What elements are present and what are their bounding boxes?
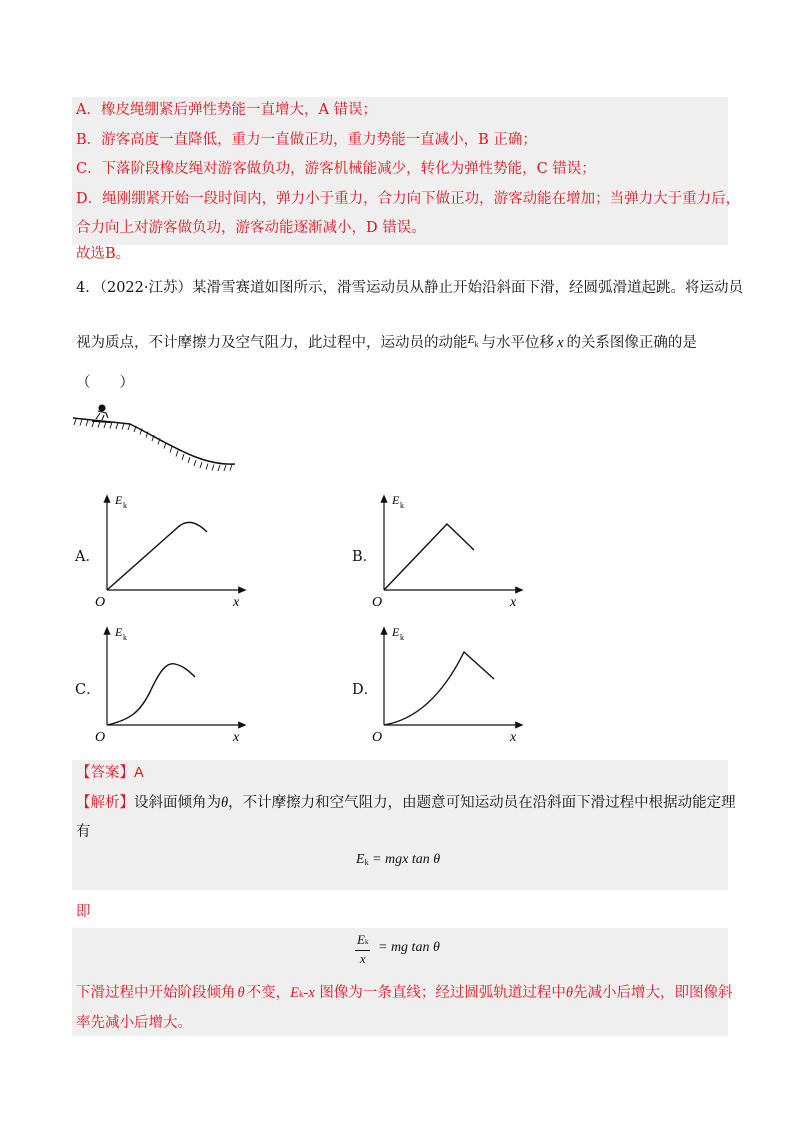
- track-surface: [73, 418, 235, 464]
- origin-label: O: [95, 730, 106, 745]
- ek-k: k: [474, 340, 479, 349]
- frac-k: k: [364, 938, 369, 946]
- c1-theta: θ: [237, 985, 245, 1001]
- c1c: 不变，: [246, 985, 291, 1001]
- question-4-line1: 4．（2022·江苏）某滑雪赛道如图所示，滑雪运动员从静止开始沿斜面下滑，经圆弧滑道起跳。将运动员: [76, 280, 743, 296]
- analysis-line1: [76, 793, 736, 813]
- analysis-tag: 【解析】: [76, 795, 134, 811]
- answer-value: A: [134, 765, 144, 781]
- ji-word: 即: [76, 904, 91, 920]
- fraction-rhs: = mg tan θ: [378, 940, 440, 955]
- graph-b: [372, 490, 532, 615]
- ek-label: E: [115, 625, 123, 639]
- answer-tag: 【答案】: [76, 765, 134, 781]
- c1-e: E: [290, 985, 299, 1001]
- c1f: 图像为一条直线；经过圆弧轨道过程中: [314, 985, 566, 1001]
- q4-text-b: 与水平位移: [481, 335, 554, 351]
- x-label: x: [510, 730, 517, 745]
- c1-x: -x: [303, 985, 315, 1001]
- origin-label: O: [372, 730, 383, 745]
- x-label: x: [233, 595, 240, 610]
- graph-d-label: D．: [352, 682, 379, 698]
- theta-symbol: θ: [221, 795, 229, 811]
- option-a-analysis: A．橡皮绳绷紧后弹性势能一直增大，A 错误；: [76, 102, 378, 118]
- ek-sub: k: [400, 501, 404, 510]
- conclusion-line2: 率先减小后增大。: [76, 1015, 192, 1031]
- eq1-k: k: [364, 858, 369, 867]
- ek-e: E: [467, 332, 475, 346]
- ek-label: E: [392, 625, 400, 639]
- graph-b-label: B．: [352, 549, 378, 565]
- graph-a-label: A．: [75, 549, 100, 565]
- eq1-e: E: [356, 852, 365, 867]
- c1-theta2: θ: [565, 985, 573, 1001]
- option-c-analysis: C．下落阶段橡皮绳对游客做负功，游客机械能减少，转化为弹性势能，C 错误；: [76, 161, 596, 177]
- answer-box: [72, 760, 728, 890]
- q4-text-a: 视为质点，不计摩擦力及空气阻力，此过程中，运动员的动能: [76, 335, 468, 351]
- curve-c: [107, 664, 195, 725]
- eq1-rhs: = mgx tan θ: [368, 852, 441, 867]
- choice-conclusion: 故选B。: [76, 246, 131, 262]
- fraction-equation: [355, 932, 370, 967]
- x-label: x: [233, 730, 240, 745]
- curve-a: [107, 522, 207, 590]
- conclusion-line1: [76, 983, 732, 1004]
- question-4-line2: [76, 333, 697, 353]
- graph-d: [372, 622, 532, 747]
- ek-sub: k: [123, 501, 127, 510]
- ek-sub: k: [123, 633, 127, 642]
- fraction-numerator: [355, 932, 370, 951]
- option-d-analysis-line2: 合力向上对游客做负功，游客动能逐渐减小，D 错误。: [76, 220, 426, 236]
- frac-e: E: [357, 932, 365, 947]
- graph-a: [95, 490, 255, 615]
- c1h: 先减小后增大，即图像斜: [572, 985, 733, 1001]
- ek-label: E: [115, 493, 123, 507]
- option-b-analysis: B．游客高度一直降低，重力一直做正功，重力势能一直减小，B 正确；: [76, 132, 537, 148]
- option-d-analysis-line1: D．绳刚绷紧开始一段时间内，弹力小于重力，合力向下做正功，游客动能在增加；当弹力大于重力后，: [76, 191, 741, 207]
- graph-c-label: C．: [75, 682, 101, 698]
- c1a: 下滑过程中开始阶段倾角: [76, 985, 236, 1001]
- fraction-denominator: x: [359, 951, 366, 966]
- analysis-text-a: 设斜面倾角为: [134, 795, 221, 811]
- answer-bracket: （ ）: [76, 375, 134, 391]
- x-variable: x: [557, 335, 564, 351]
- analysis-line2: 有: [76, 824, 91, 840]
- x-label: x: [510, 595, 517, 610]
- ski-track-figure: [70, 404, 235, 479]
- ek-sub: k: [400, 633, 404, 642]
- graph-c: [95, 622, 255, 747]
- curve-d: [384, 652, 494, 725]
- q4-text-c: 的关系图像正确的是: [566, 335, 697, 351]
- analysis-text-b: ，不计摩擦力和空气阻力，由题意可知运动员在沿斜面下滑过程中根据动能定理: [228, 795, 736, 811]
- equation-1: [356, 852, 440, 868]
- ek-label: E: [392, 493, 400, 507]
- origin-label: O: [95, 595, 106, 610]
- curve-b: [384, 524, 474, 590]
- origin-label: O: [372, 595, 383, 610]
- c1-k: k: [298, 989, 304, 999]
- answer-line: [76, 763, 144, 783]
- track-hatching: [74, 419, 232, 471]
